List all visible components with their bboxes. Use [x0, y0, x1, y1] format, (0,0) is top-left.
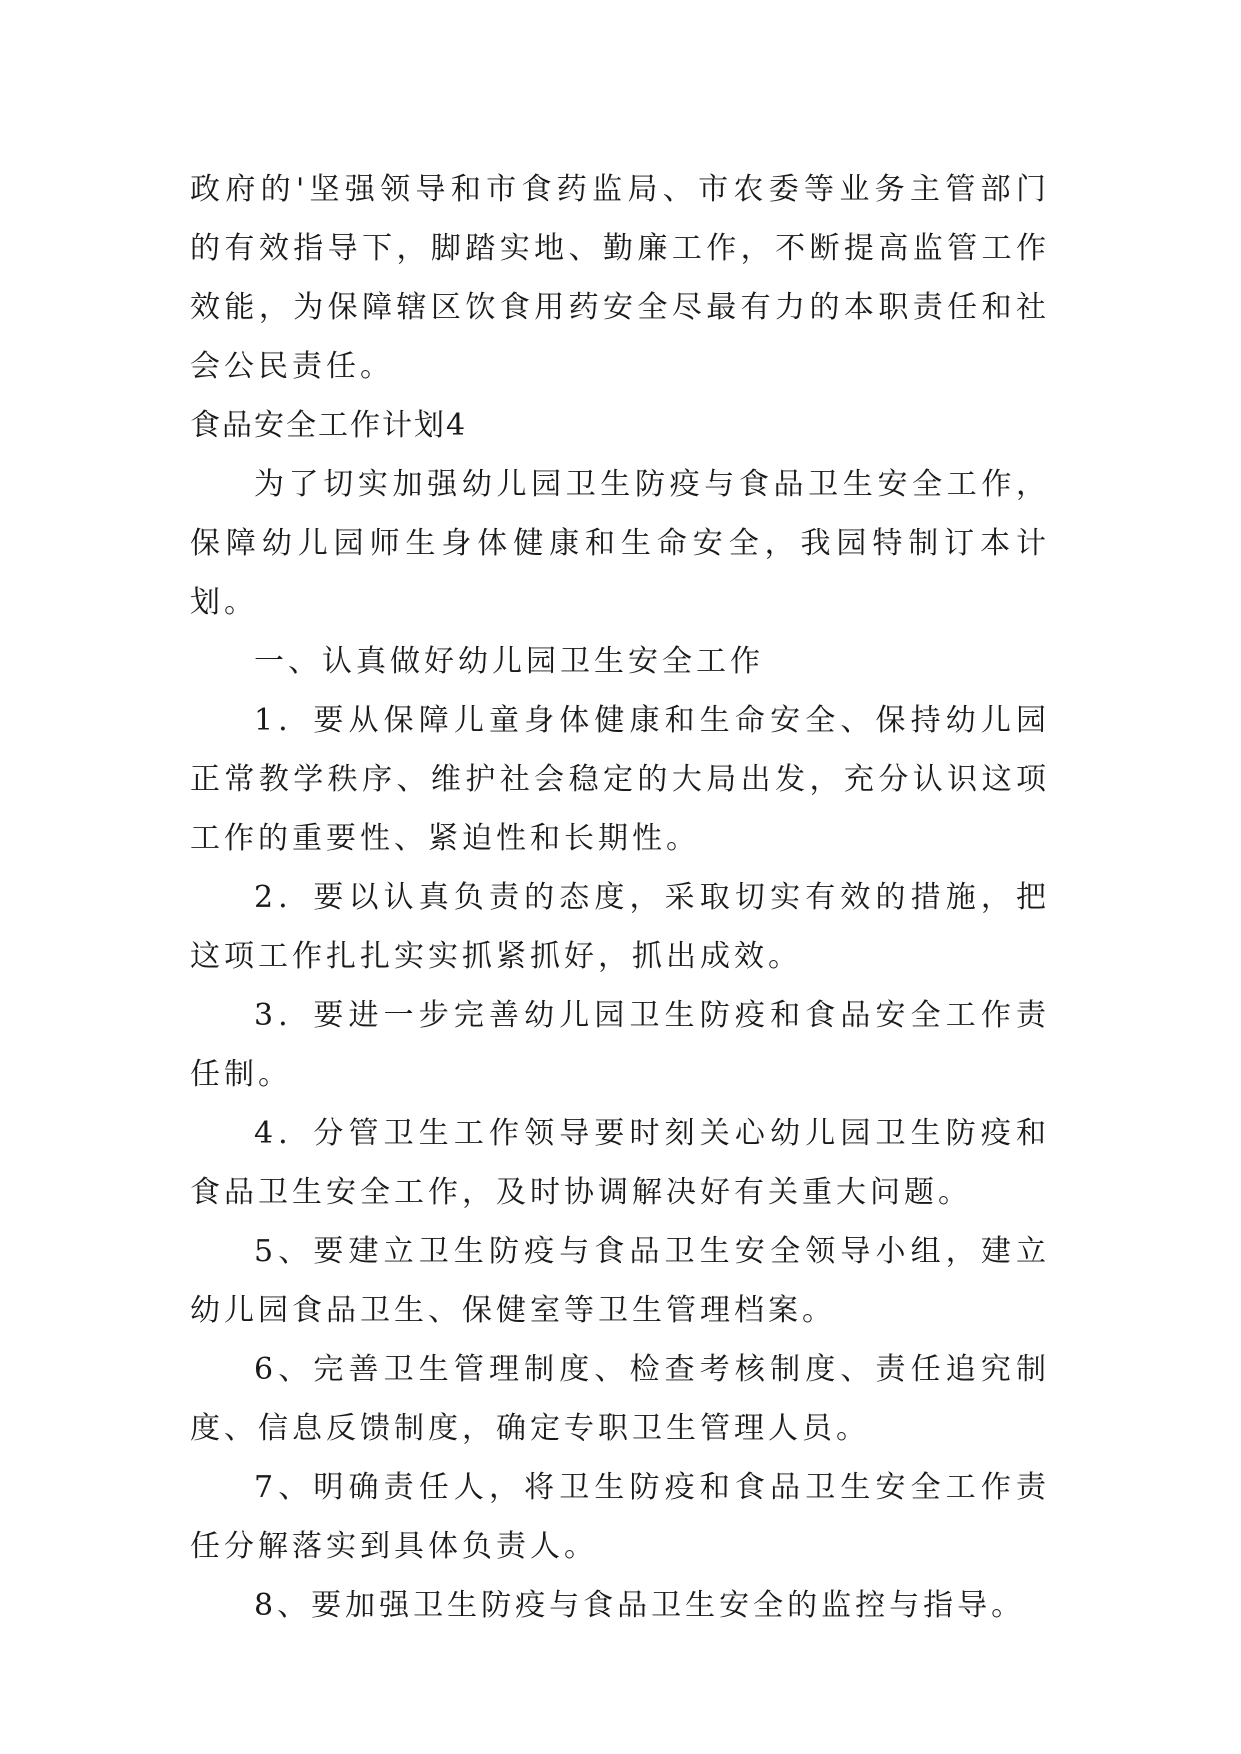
list-item-5: 5、要建立卫生防疫与食品卫生安全领导小组，建立幼儿园食品卫生、保健室等卫生管理档案。 [190, 1234, 1050, 1328]
list-item-6: 6、完善卫生管理制度、检查考核制度、责任追究制度、信息反馈制度，确定专职卫生管理人员。 [190, 1352, 1050, 1446]
list-item-3: 3．要进一步完善幼儿园卫生防疫和食品安全工作责任制。 [190, 998, 1050, 1092]
list-item-7: 7、明确责任人，将卫生防疫和食品卫生安全工作责任分解落实到具体负责人。 [190, 1470, 1050, 1564]
list-item-2: 2．要以认真负责的态度，采取切实有效的措施，把这项工作扎扎实实抓紧抓好，抓出成效。 [190, 880, 1050, 974]
opening-paragraph: 为了切实加强幼儿园卫生防疫与食品卫生安全工作，保障幼儿园师生身体健康和生命安全，我园特制订本计划。 [190, 467, 1050, 620]
list-item-1: 1．要从保障儿童身体健康和生命安全、保持幼儿园正常教学秩序、维护社会稳定的大局出发，充分认识这项工作的重要性、紧迫性和长期性。 [190, 703, 1050, 856]
section-title: 食品安全工作计划4 [190, 408, 468, 443]
intro-paragraph: 政府的'坚强领导和市食药监局、市农委等业务主管部门的有效指导下，脚踏实地、勤廉工作，不断提高监管工作效能，为保障辖区饮食用药安全尽最有力的本职责任和社会公民责任。 [190, 172, 1050, 384]
subheading: 一、认真做好幼儿园卫生安全工作 [254, 644, 764, 679]
document-body [190, 160, 1050, 1635]
list-item-8: 8、要加强卫生防疫与食品卫生安全的监控与指导。 [254, 1588, 1026, 1623]
list-item-4: 4．分管卫生工作领导要时刻关心幼儿园卫生防疫和食品卫生安全工作，及时协调解决好有关重大问题。 [190, 1116, 1050, 1210]
